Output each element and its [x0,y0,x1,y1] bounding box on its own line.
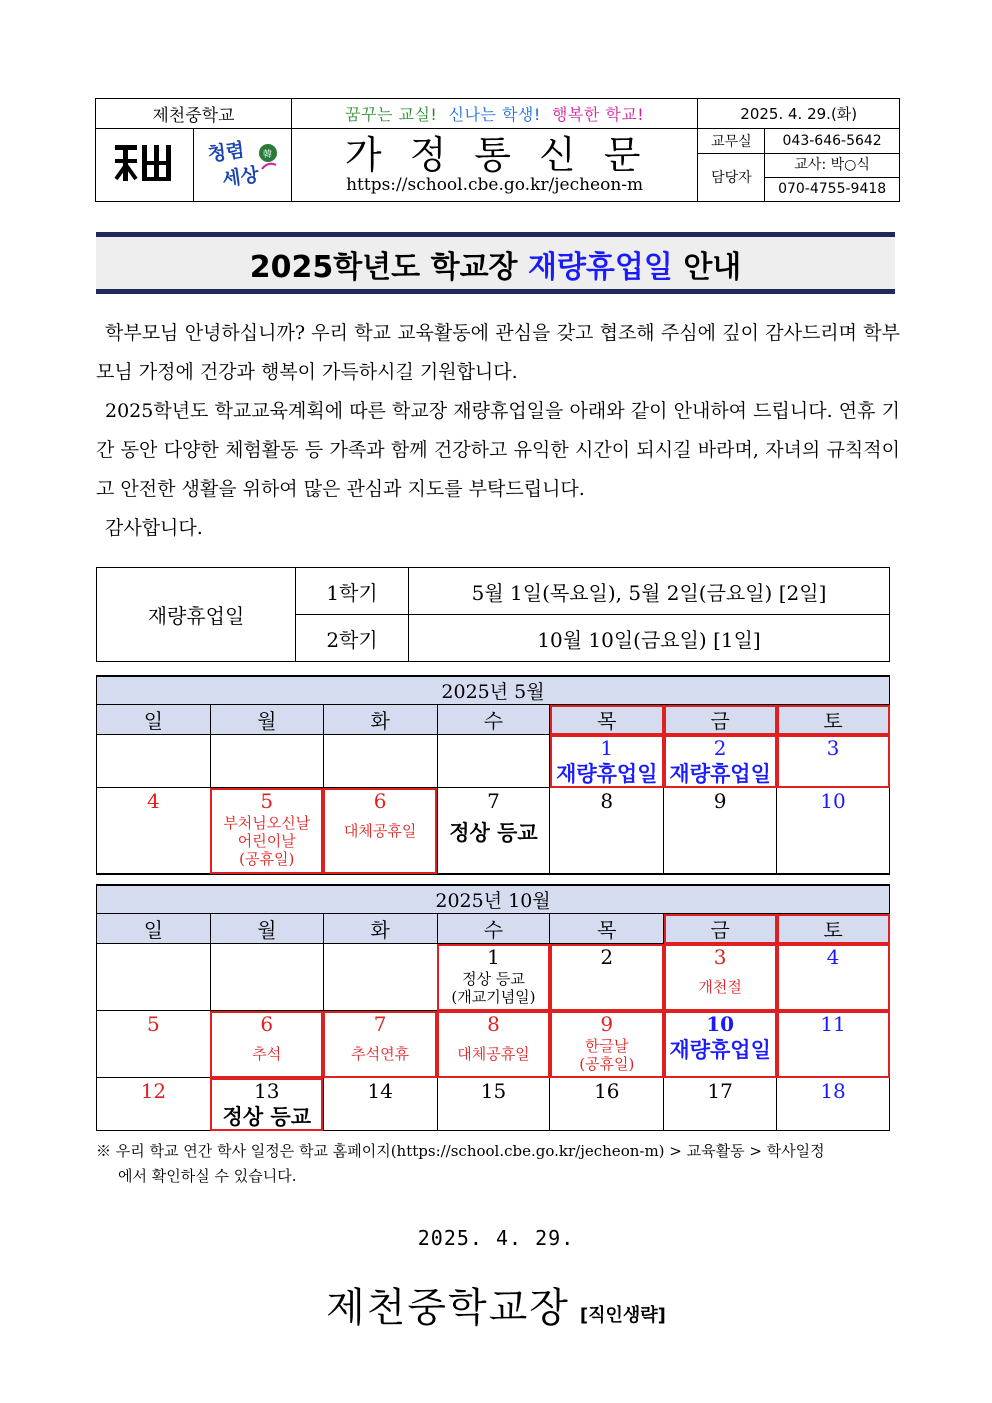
calendar-may-title: 2025년 5월 [97,676,890,705]
slogan-part-2: 신나는 학생! [448,105,541,125]
office-phone: 043-646-5642 [765,129,900,153]
day-number: 2 [600,945,614,969]
integrity-logo [193,129,291,202]
day-cell [664,735,777,788]
day-note: 정상 등교 [449,820,538,845]
signer-name: 제천중학교장 [326,1285,570,1331]
term-1-label: 1학기 [296,568,409,615]
day-number: 7 [487,789,500,813]
slogan-part-1: 꿈꾸는 교실! [345,105,438,125]
day-note: 한글날 [585,1037,629,1055]
banner-title-highlight: 재량휴업일 [527,250,673,285]
weekday-sun: 일 [97,705,211,735]
day-number: 15 [480,1079,507,1103]
weekday-mon: 월 [210,914,323,944]
day-number: 6 [260,1012,274,1036]
weekday-sat: 토 [777,705,890,735]
day-number: 10 [706,1012,735,1036]
title-cell [291,129,698,202]
day-cell [664,944,777,1011]
day-number: 5 [260,789,274,813]
school-logo-text: 제천중 [112,139,116,141]
closing-date: 2025. 4. 29. [417,1226,575,1250]
seal-omitted-note: [직인생략] [579,1305,666,1326]
day-cell [664,1011,777,1078]
day-number: 9 [600,1012,614,1036]
day-number: 1 [487,945,500,969]
day-number: 7 [373,1012,387,1036]
day-number: 14 [367,1079,393,1103]
document-title: 가정통신문 [344,133,669,178]
day-note: 재량휴업일 [669,1038,771,1062]
integrity-logo-icon [202,135,282,191]
school-logo-icon [112,139,176,187]
holiday-label: 재량휴업일 [97,568,296,662]
banner-title-prefix: 2025학년도 학교장 [249,250,528,285]
day-note: (공휴일) [579,1055,635,1073]
day-cell [550,1078,664,1131]
weekday-wed: 수 [437,705,550,735]
slogan-part-3: 행복한 학교! [551,105,645,125]
day-number: 3 [826,736,840,760]
manager-info [765,153,900,201]
banner-title-suffix: 안내 [672,250,742,285]
day-number: 17 [707,1079,733,1103]
day-note: (공휴일) [239,850,295,868]
day-cell [437,1011,550,1078]
day-number: 18 [820,1079,846,1103]
term-2-dates: 10월 10일(금요일) [1일] [409,615,890,662]
day-number: 8 [600,789,614,813]
day-cell [550,944,664,1011]
greeting-paragraph: 학부모님 안녕하십니까? 우리 학교 교육활동에 관심을 갖고 협조해 주심에 깊이 감사드리며 학부모님 가정에 건강과 행복이 가득하시길 기원합니다. [96,322,900,383]
day-note: 개천절 [698,978,742,996]
day-note: 추석 [252,1045,282,1063]
day-cell [210,1011,323,1078]
day-note: 대체공휴일 [343,822,417,840]
day-note: 어린이날 [237,832,296,850]
school-url: https://school.cbe.go.kr/jecheon-m [346,175,644,196]
weekday-sun: 일 [97,914,211,944]
day-note: 추석연휴 [351,1045,410,1063]
day-note: 정상 등교 [222,1104,311,1129]
day-cell [323,1011,437,1078]
day-cell [323,1078,437,1131]
weekday-sat: 토 [777,914,890,944]
weekday-thu: 목 [550,914,664,944]
day-note: 정상 등교 [462,970,525,988]
day-number: 16 [594,1079,620,1103]
banner-top-rule [96,232,895,237]
day-cell [437,788,550,874]
calendar-october-title: 2025년 10월 [97,885,890,914]
term-1-dates: 5월 1일(목요일), 5월 2일(금요일) [2일] [409,568,890,615]
day-note: 재량휴업일 [556,762,658,786]
issue-date: 2025. 4. 29.(화) [698,99,900,129]
weekday-wed: 수 [437,914,550,944]
banner-title [96,242,895,286]
svg-text:청렴: 청렴 [206,139,247,167]
manager-label: 담당자 [698,153,765,201]
calendar-may [96,675,890,875]
day-number: 9 [713,789,727,813]
manager-phone: 070-4755-9418 [778,180,887,197]
day-number: 2 [713,736,727,760]
day-cell [437,1078,550,1131]
day-note: 대체공휴일 [457,1045,530,1063]
day-number: 4 [147,789,160,813]
weekday-mon: 월 [210,705,323,735]
title-banner [96,232,895,294]
day-number: 12 [140,1079,167,1103]
weekday-tue: 화 [323,914,437,944]
day-cell [97,944,211,1011]
banner-bottom-rule [96,289,895,294]
day-cell [550,735,664,788]
day-number: 6 [373,789,387,813]
day-cell [323,788,437,874]
day-number: 3 [713,945,727,969]
day-number: 1 [600,736,614,760]
day-cell [664,1078,777,1131]
day-cell [777,944,890,1011]
office-label: 교무실 [698,129,765,153]
day-cell [777,788,890,874]
holiday-summary-table [96,567,890,662]
day-number: 5 [147,1012,160,1036]
thanks-paragraph: 감사합니다. [105,517,203,539]
day-cell [777,735,890,788]
svg-text:韓: 韓 [263,150,273,161]
weekday-fri: 금 [664,705,777,735]
weekday-tue: 화 [323,705,437,735]
weekday-thu: 목 [550,705,664,735]
day-number: 4 [826,945,840,969]
day-cell [777,1011,890,1078]
day-cell [210,944,323,1011]
term-2-label: 2학기 [296,615,409,662]
day-cell [97,735,211,788]
day-note: 부처님오신날 [223,814,311,832]
day-cell [550,1011,664,1078]
day-cell [97,1011,211,1078]
day-note: 재량휴업일 [669,762,771,786]
letterhead-table [95,98,900,202]
day-number: 10 [820,789,846,813]
day-cell [777,1078,890,1131]
day-cell [210,735,323,788]
day-note: (개교기념일) [451,988,536,1006]
footnote-line-2: 에서 확인하실 수 있습니다. [118,1167,297,1185]
day-number: 11 [820,1012,846,1036]
footnote-line-1: ※ 우리 학교 연간 학사 일정은 학교 홈페이지(https://school.cbe.go.kr/jecheon-m) > 교육활동 > 학사일정 [96,1142,825,1160]
day-cell [437,944,550,1011]
day-cell [97,788,211,874]
day-number: 13 [254,1079,280,1103]
weekday-fri: 금 [664,914,777,944]
day-cell [210,1078,323,1131]
calendar-october [96,884,890,1131]
footnote [96,1139,896,1189]
day-cell [323,944,437,1011]
day-cell [550,788,664,874]
day-cell [437,735,550,788]
day-cell [664,788,777,874]
notice-paragraph: 2025학년도 학교교육계획에 따른 학교장 재량휴업일을 아래와 같이 안내하여 드립니다. 연휴 기간 동안 다양한 체험활동 등 가족과 함께 건강하고 유익한 시간이 되시길 바라며, 자녀의 규칙적이고 안전한 생활을 위하여 많은 관심과 지도를 부탁드립니다. [96,400,900,500]
day-number: 8 [487,1012,500,1036]
school-logo [96,129,194,202]
svg-text:세상: 세상 [221,163,261,191]
day-cell [210,788,323,874]
school-name: 제천중학교 [96,99,292,129]
signature-block [0,1276,992,1333]
day-cell [323,735,437,788]
manager-name: 교사: 박○식 [765,154,899,178]
slogan [291,99,698,129]
day-cell [97,1078,211,1131]
